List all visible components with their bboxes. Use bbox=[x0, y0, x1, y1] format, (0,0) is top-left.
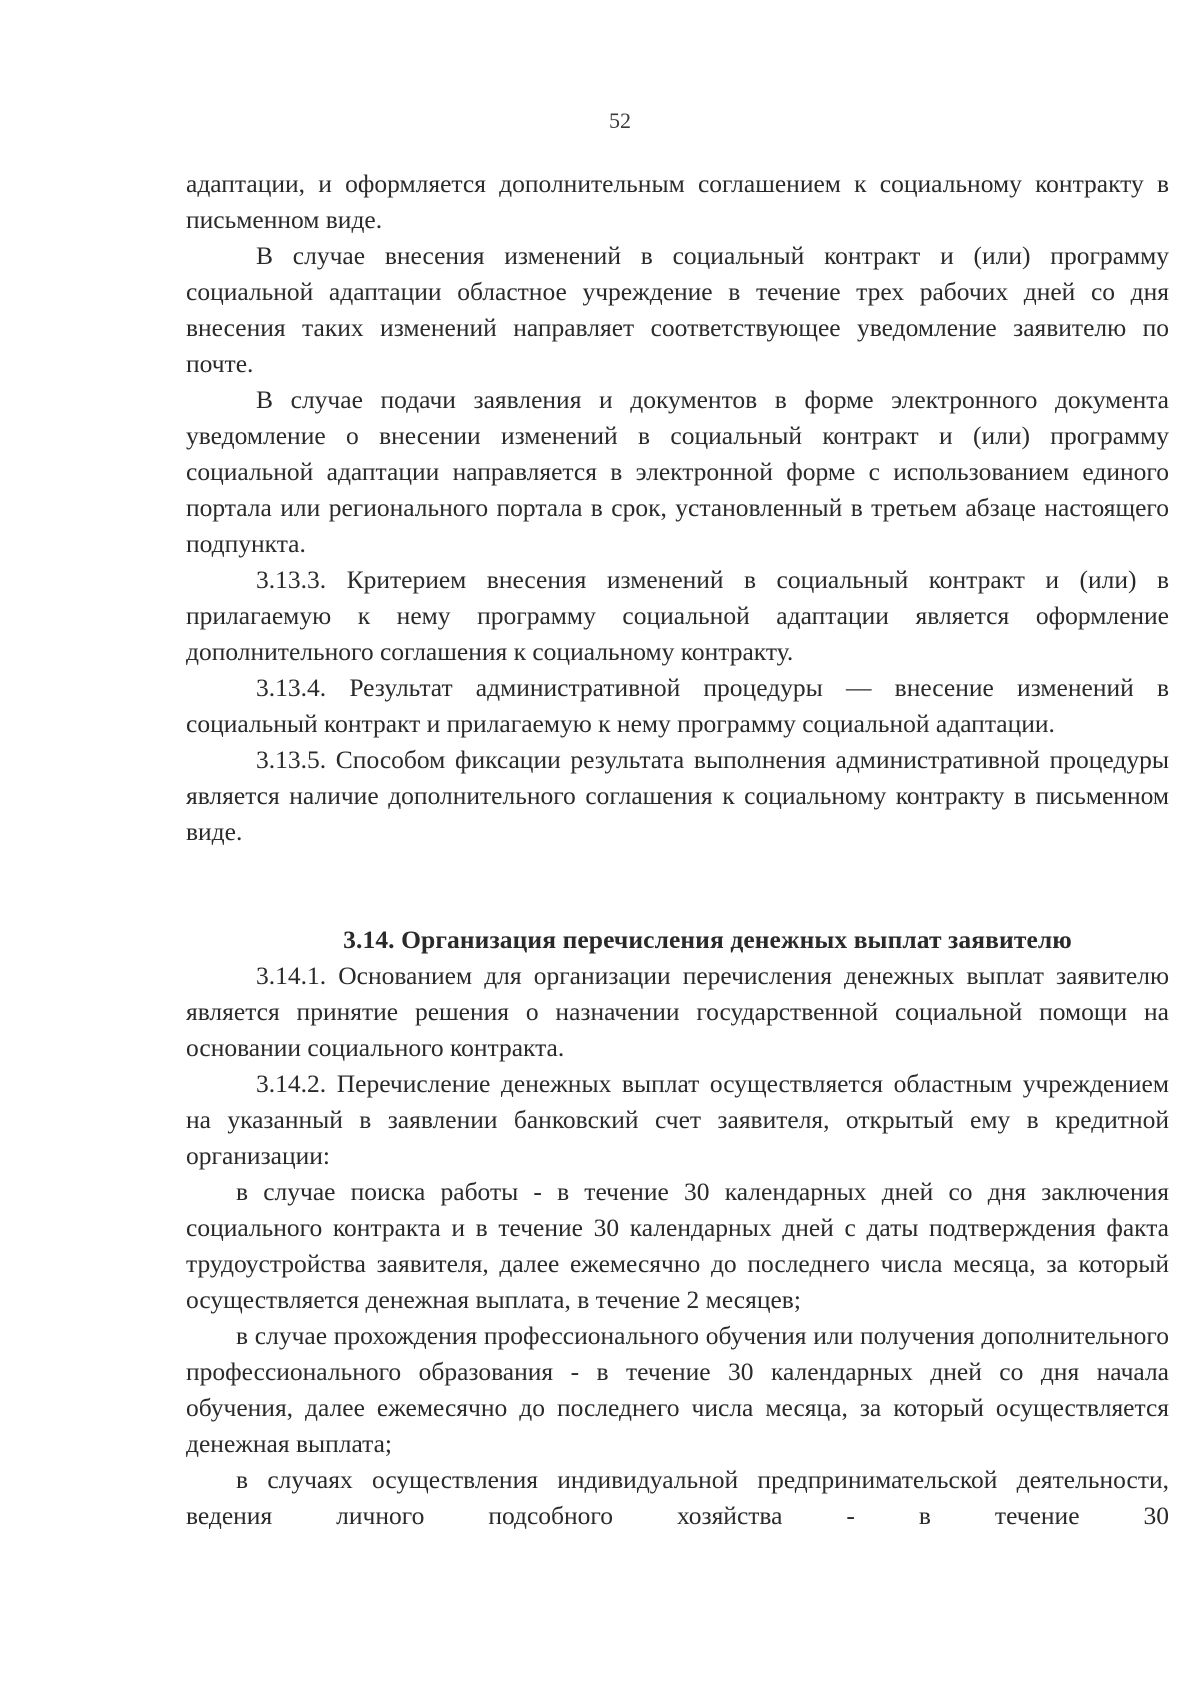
paragraph-3-14-2: 3.14.2. Перечисление денежных выплат осуществляется областным учреждением на указанный в заявлении банковский счет заявителя, открытый ему в кредитной организации: bbox=[186, 1069, 1169, 1170]
paragraph-3-13-4: 3.13.4. Результат административной процедуры — внесение изменений в социальный контракт и прилагаемую к нему программу социальной адаптации. bbox=[186, 673, 1169, 738]
paragraph-entrepreneur-case: в случаях осуществления индивидуальной предпринимательской деятельности, ведения личного подсобного хозяйства - в течение 30 bbox=[186, 1465, 1169, 1530]
paragraph-changes-notice: В случае внесения изменений в социальный контракт и (или) программу социальной адаптации областное учреждение в течение трех рабочих дней со дня внесения таких изменений направляет соответствующее уведомление заявителю по почте. bbox=[186, 241, 1169, 378]
document-body bbox=[186, 166, 1169, 1534]
page-number: 52 bbox=[609, 108, 631, 133]
paragraph-3-13-3: 3.13.3. Критерием внесения изменений в социальный контракт и (или) в прилагаемую к нему программу социальной адаптации является оформление дополнительного соглашения к социальному контракту. bbox=[186, 565, 1169, 666]
paragraph-job-search-case: в случае поиска работы - в течение 30 календарных дней со дня заключения социального контракта и в течение 30 календарных дней с даты подтверждения факта трудоустройства заявителя, далее ежемесячно до последнего числа месяца, за который осуществляется денежная выплата, в течение 2 месяцев; bbox=[186, 1177, 1169, 1314]
paragraph-3-14-1: 3.14.1. Основанием для организации перечисления денежных выплат заявителю является принятие решения о назначении государственной социальной помощи на основании социального контракта. bbox=[186, 961, 1169, 1062]
paragraph-continuation: адаптации, и оформляется дополнительным соглашением к социальному контракту в письменном виде. bbox=[186, 169, 1169, 234]
paragraph-3-13-5: 3.13.5. Способом фиксации результата выполнения административной процедуры является наличие дополнительного соглашения к социальному контракту в письменном виде. bbox=[186, 745, 1169, 846]
paragraph-education-case: в случае прохождения профессионального обучения или получения дополнительного профессионального образования - в течение 30 календарных дней со дня начала обучения, далее ежемесячно до последнего числа месяца, за который осуществляется денежная выплата; bbox=[186, 1321, 1169, 1458]
section-heading-3-14: 3.14. Организация перечисления денежных выплат заявителю bbox=[343, 925, 1072, 954]
section-spacer bbox=[186, 850, 1169, 922]
paragraph-electronic-notice: В случае подачи заявления и документов в форме электронного документа уведомление о внесении изменений в социальный контракт и (или) программу социальной адаптации направляется в электронной форме с использованием единого портала или регионального портала в срок, установленный в третьем абзаце настоящего подпункта. bbox=[186, 385, 1169, 558]
